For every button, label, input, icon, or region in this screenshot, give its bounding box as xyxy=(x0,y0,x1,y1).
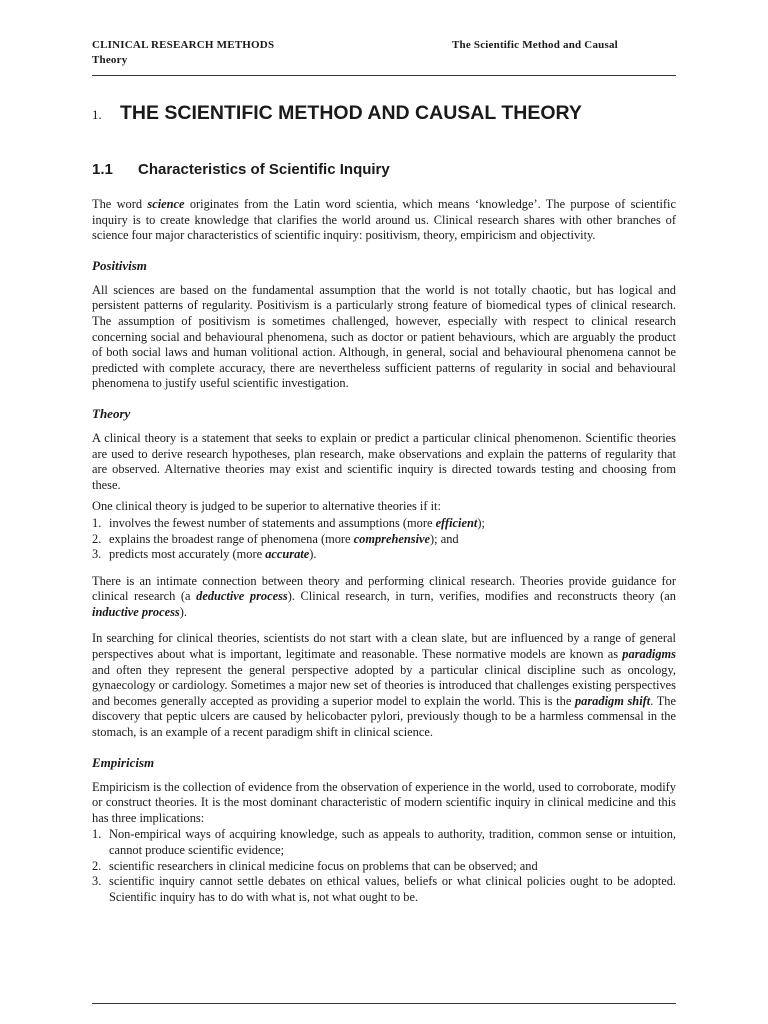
term-science: science xyxy=(147,197,185,211)
theory-paragraph-4 xyxy=(92,631,676,740)
text-run: . The discovery that peptic ulcers are caused by helicobacter pylori, previously though to be a harmless commensal in the stomach, is an example of a recent paradigm shift in clinical science. xyxy=(92,693,676,740)
list-item xyxy=(92,827,676,858)
chapter-title xyxy=(92,102,676,125)
list-number: 1. xyxy=(92,827,102,842)
text-run: There is an intimate connection between theory and performing clinical research. Theories provide guidance for clinical research (a xyxy=(92,573,676,604)
theory-criteria-list xyxy=(92,516,676,563)
section-title xyxy=(92,161,390,178)
text-run: In searching for clinical theories, scientists do not start with a clean slate, but are influenced by a range of general perspectives about what is important, legitimate and reasonable. These normative models are known as xyxy=(92,631,676,662)
text-run: explains the broadest range of phenomena (more xyxy=(109,531,354,546)
header-right-continued: Theory xyxy=(92,54,128,66)
text-run: ). xyxy=(309,547,317,562)
list-number: 3. xyxy=(92,547,102,562)
list-number: 2. xyxy=(92,531,102,546)
header-left: CLINICAL RESEARCH METHODS xyxy=(92,39,275,51)
term-paradigm-shift: paradigm shift xyxy=(574,693,651,708)
intro-paragraph xyxy=(92,197,676,244)
text-run: originates from the Latin word scientia, which means ‘knowledge’. The purpose of scientific inquiry is to create knowledge that clarifies the world around us. Clinical research shares with other branches of science four major characteristics of scientific inquiry: positivism, theory, empiricism and objectivity. xyxy=(92,197,676,243)
list-item xyxy=(92,532,676,548)
section-title-text: Characteristics of Scientific Inquiry xyxy=(138,161,390,178)
text-run: ); xyxy=(477,515,485,530)
list-number: 3. xyxy=(92,874,102,889)
term-paradigms: paradigms xyxy=(622,647,676,662)
text-run: and often they represent the general perspective adopted by a particular clinical discipline such as oncology, gynaecology or cardiology. Sometimes a major new set of theories is introduced that challenges existing perspectives and becomes generally accepted as providing a superior model to explain the world. This is the xyxy=(92,662,676,708)
list-item xyxy=(92,516,676,532)
section-number: 1.1 xyxy=(92,161,113,178)
heading-empiricism: Empiricism xyxy=(92,754,155,770)
theory-paragraph-1: A clinical theory is a statement that seeks to explain or predict a particular clinical phenomenon. Scientific theories are used to derive research hypotheses, plan research, make observations and explain the patterns of regularity that are observed. Alternative theories may exist and scientific inquiry is directed towards testing and choosing from these. xyxy=(92,430,676,492)
term-accurate: accurate xyxy=(265,547,310,562)
document-body xyxy=(92,197,676,916)
theory-paragraph-3 xyxy=(92,574,676,621)
positivism-paragraph: All sciences are based on the fundamental assumption that the world is not totally chaotic, but has logical and persistent patterns of regularity. Positivism is a particularly strong feature of biomedical types of clinical research. The assumption of positivism is sometimes challenged, however, especially with respect to clinical research concerning social and behavioural phenomena, such as doctor or patient behaviours, which are arguably the product of both social laws and human volitional action. Although, in general, social and behavioural phenomena cannot be predicted with complete accuracy, there are nevertheless sufficient patterns of regularity in social and behavioural phenomena to justify useful scientific investigation. xyxy=(92,282,676,391)
heading-theory: Theory xyxy=(92,405,131,421)
heading-positivism: Positivism xyxy=(92,257,147,273)
text-run: ); and xyxy=(430,531,459,546)
list-number: 2. xyxy=(92,858,102,873)
text-run: ). Clinical research, in turn, verifies, modifies and reconstructs theory (an xyxy=(287,589,676,604)
term-inductive-process: inductive process xyxy=(92,604,180,619)
term-deductive-process: deductive process xyxy=(196,589,288,604)
empiricism-implications-list xyxy=(92,827,676,905)
chapter-number: 1. xyxy=(92,107,102,122)
term-efficient: efficient xyxy=(435,515,478,530)
footer-rule xyxy=(92,1003,676,1004)
list-item xyxy=(92,547,676,563)
text-run: The word xyxy=(92,197,148,211)
text-run: involves the fewest number of statements and assumptions (more xyxy=(109,515,436,530)
list-text: Non-empirical ways of acquiring knowledge, such as appeals to authority, tradition, common sense or intuition, cannot produce scientific evidence; xyxy=(109,827,676,857)
empiricism-paragraph: Empiricism is the collection of evidence from the observation of experience in the world, used to corroborate, modify or construct theories. It is the most dominant characteristic of modern scientific inquiry in clinical medicine and this has three implications: xyxy=(92,779,676,825)
header-rule xyxy=(92,75,676,76)
list-item xyxy=(92,859,676,875)
text-run: ). xyxy=(179,604,187,619)
list-text: scientific researchers in clinical medicine focus on problems that can be observed; and xyxy=(109,858,538,873)
text-run: predicts most accurately (more xyxy=(109,547,266,562)
theory-paragraph-2: One clinical theory is judged to be superior to alternative theories if it: xyxy=(92,499,441,514)
term-comprehensive: comprehensive xyxy=(353,531,431,546)
list-number: 1. xyxy=(92,515,102,530)
chapter-title-text: THE SCIENTIFIC METHOD AND CAUSAL THEORY xyxy=(120,102,582,124)
list-text: scientific inquiry cannot settle debates on ethical values, beliefs or what clinical policies ought to be adopted. Scientific inquiry has to do with what is, not what ought to be. xyxy=(109,874,676,904)
list-item xyxy=(92,874,676,905)
header-right: The Scientific Method and Causal xyxy=(452,39,618,51)
